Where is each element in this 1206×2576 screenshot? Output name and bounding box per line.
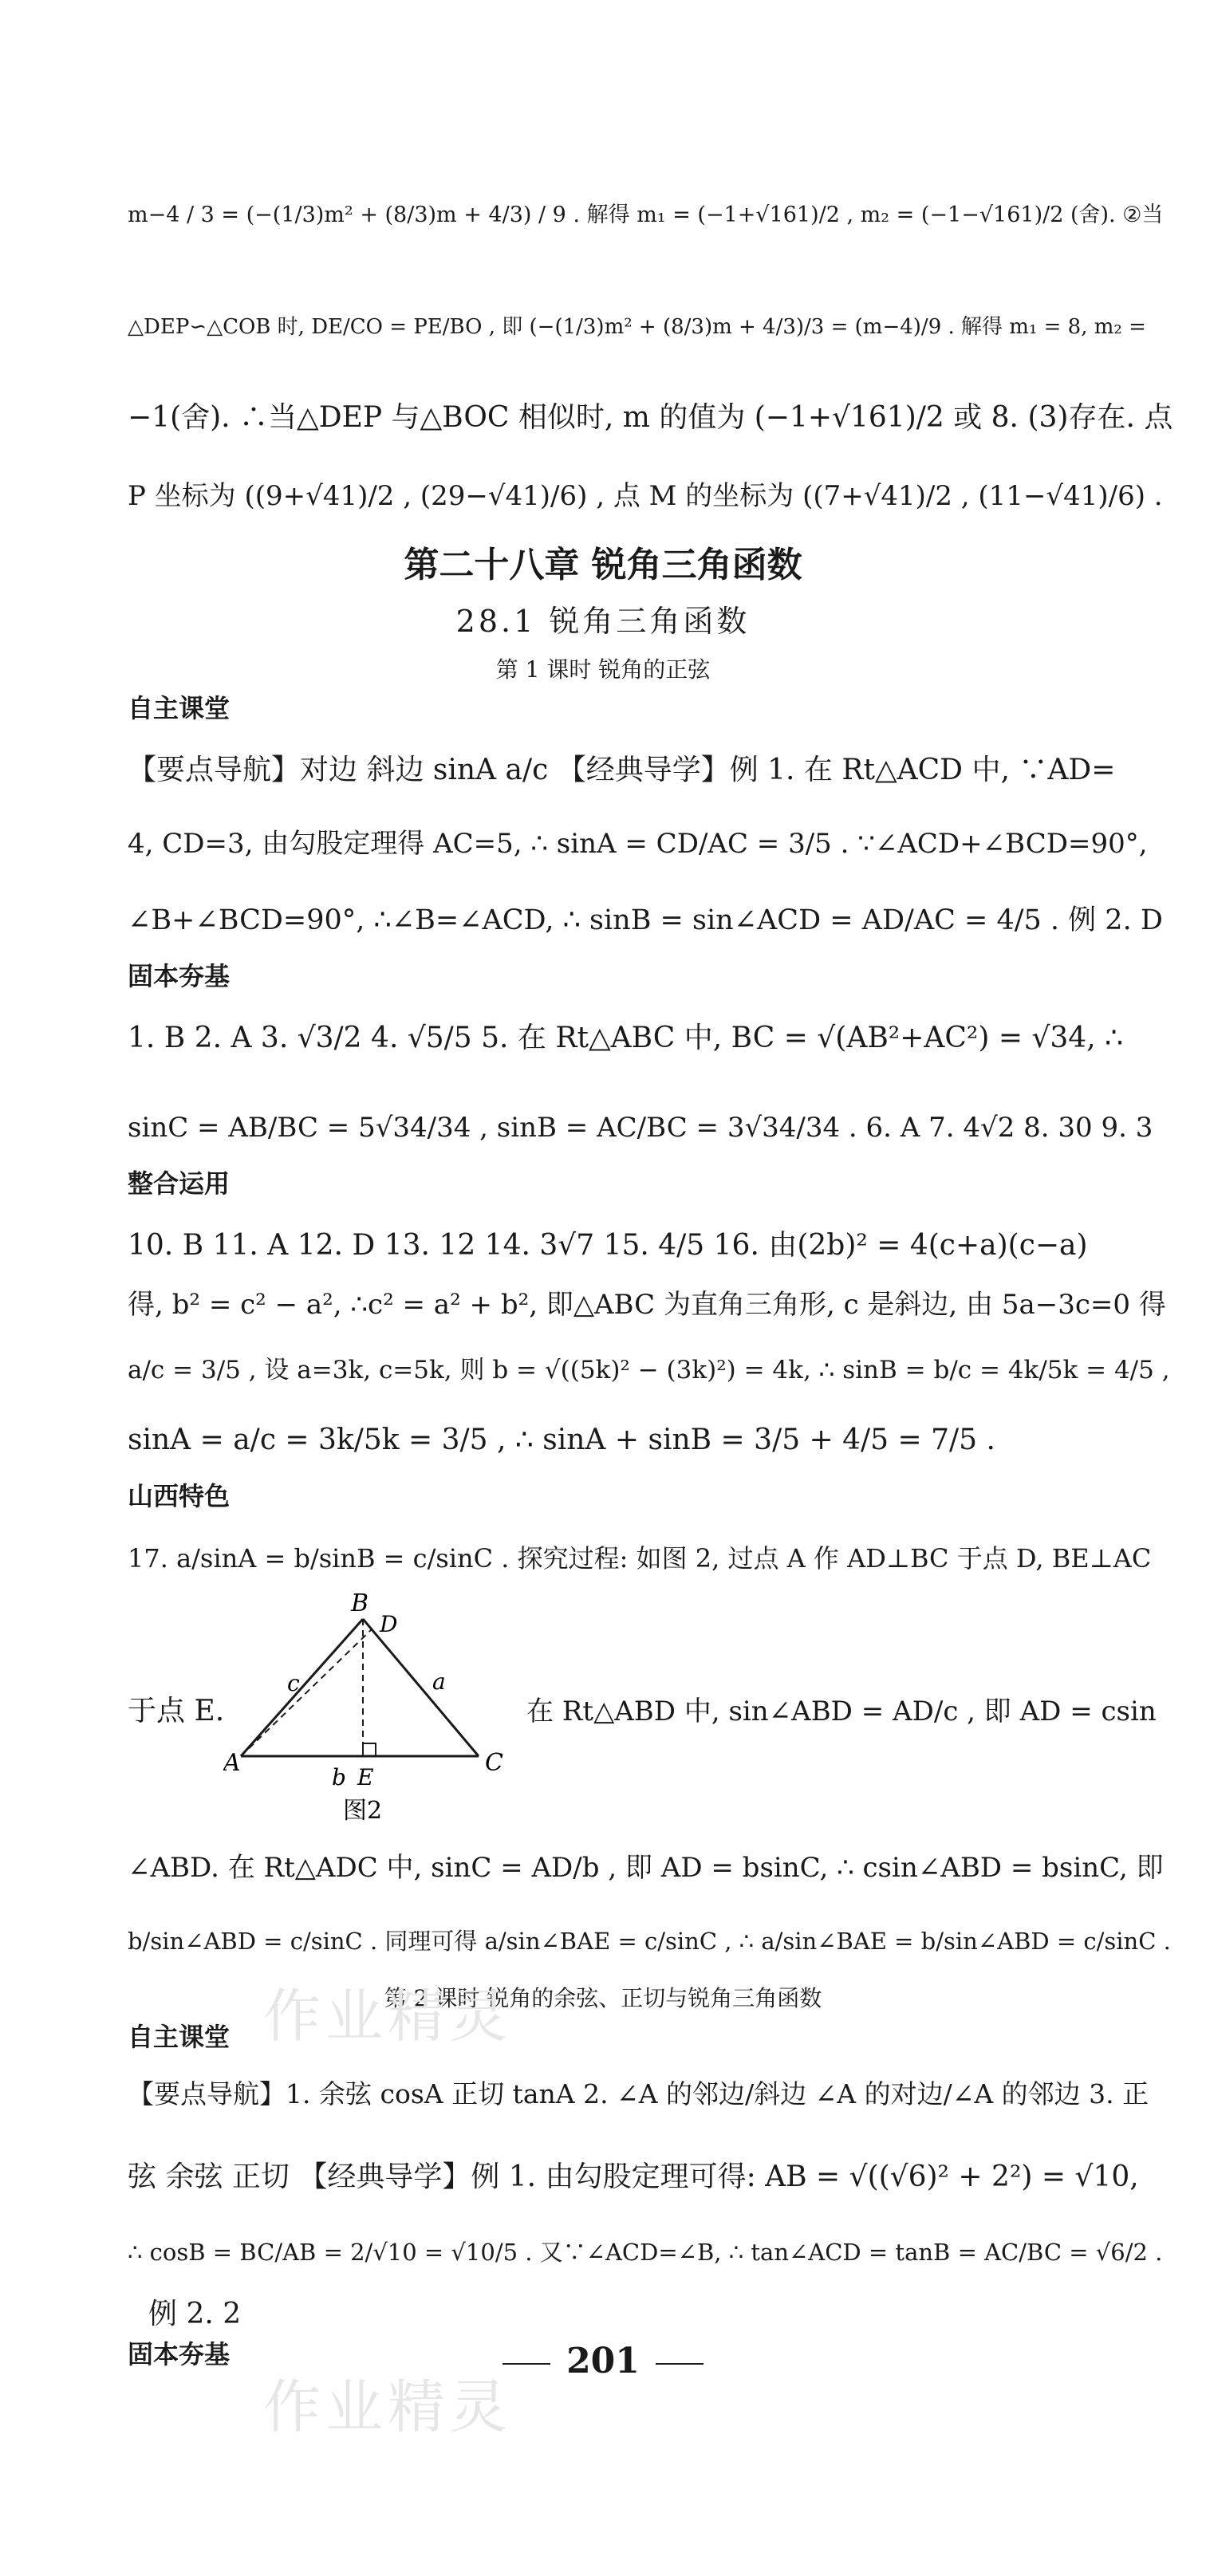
label-b: B [351, 1589, 369, 1617]
triangle-figure [223, 1587, 510, 1826]
math-text: 得, b² = c² − a², ∴c² = a² + b², 即△ABC 为直角三角形, c 是斜边, 由 5a−3c=0 得 [128, 1289, 1166, 1321]
math-text: 弦 余弦 正切 【经典导学】例 1. 由勾股定理可得: AB = √((√6)² + 2²) = √10, [128, 2160, 1139, 2193]
right-angle-mark [363, 1743, 376, 1756]
math-text: sinA = a/c = 3k/5k = 3/5 , ∴ sinA + sinB = 3/5 + 4/5 = 7/5 . [128, 1424, 995, 1456]
math-text: 在 Rt△ABD 中, sin∠ABD = AD/c , 即 AD = csin [526, 1696, 1157, 1727]
answer-line [128, 1110, 1153, 1145]
answer-line [128, 1850, 1164, 1885]
watermark: 作业精灵 [263, 2373, 513, 2440]
label-c: C [485, 1749, 503, 1777]
section-label: 整合运用 [128, 1168, 231, 1199]
answer-line [128, 2077, 1149, 2112]
answer-line [128, 753, 1115, 788]
answer-line [128, 1694, 224, 1729]
answer-line [128, 1021, 1123, 1056]
math-text: 于点 E. [128, 1695, 225, 1727]
math-text: m−4 / 3 = (−(1/3)m² + (8/3)m + 4/3) / 9 . 解得 m₁ = (−1+√161)/2 , m₂ = (−1−√161)/2 (舍). ②当 [128, 203, 1164, 227]
page-number [0, 2341, 1206, 2381]
lesson-title: 第 1 课时 锐角的正弦 [495, 656, 711, 683]
label-d: D [380, 1611, 398, 1637]
answer-line [526, 1694, 1157, 1729]
solution-line-1 [128, 198, 1163, 233]
page-number-text: 201 [566, 2341, 640, 2381]
side-ab [241, 1619, 363, 1756]
label-side-c: c [287, 1670, 300, 1696]
lesson-title: 第 2 课时 锐角的余弦、正切与锐角三角函数 [384, 1985, 822, 2011]
answer-line [128, 826, 1148, 861]
answer-line [128, 1287, 1166, 1322]
math-text: 1. B 2. A 3. √3/2 4. √5/5 5. 在 Rt△ABC 中, BC = √(AB²+AC²) = √34, ∴ [128, 1022, 1123, 1054]
solution-line-4 [128, 479, 1163, 514]
math-text: 10. B 11. A 12. D 13. 12 14. 3√7 15. 4/5 16. 由(2b)² = 4(c+a)(c−a) [128, 1229, 1088, 1262]
label-side-b: b [332, 1764, 346, 1790]
math-text: 【要点导航】1. 余弦 cosA 正切 tanA 2. ∠A 的邻边/斜边 ∠A 的对边/∠A 的邻边 3. 正 [128, 2078, 1149, 2109]
solution-line-3 [128, 400, 1172, 435]
figure-caption: 图2 [343, 1797, 383, 1825]
math-text: P 坐标为 ((9+√41)/2 , (29−√41)/6) , 点 M 的坐标为 ((7+√41)/2 , (11−√41)/6) . [128, 480, 1163, 512]
section-label: 山西特色 [128, 1481, 231, 1511]
solution-line-2 [128, 309, 1146, 345]
answer-line [128, 2160, 1139, 2195]
dash-left [503, 2363, 550, 2365]
watermark: 作业精灵 [263, 1983, 513, 2050]
math-text: ∠B+∠BCD=90°, ∴∠B=∠ACD, ∴ sinB = sin∠ACD = AD/AC = 4/5 . 例 2. D [128, 904, 1163, 936]
answer-line [128, 1423, 995, 1458]
dash-right [656, 2363, 704, 2365]
answer-line [128, 1228, 1088, 1263]
answer-line [128, 1353, 1170, 1388]
math-text: 例 2. 2 [148, 2298, 242, 2330]
label-side-a: a [432, 1668, 446, 1695]
section-label: 自主课堂 [128, 2022, 231, 2052]
math-text: 17. a/sinA = b/sinB = c/sinC . 探究过程: 如图 2, 过点 A 作 AD⊥BC 于点 D, BE⊥AC [128, 1543, 1152, 1574]
math-text: 【要点导航】对边 斜边 sinA a/c 【经典导学】例 1. 在 Rt△ACD 中, ∵AD= [128, 754, 1116, 786]
label-a: A [223, 1749, 241, 1777]
label-e: E [357, 1764, 374, 1790]
math-text: 4, CD=3, 由勾股定理得 AC=5, ∴ sinA = CD/AC = 3/5 . ∵∠ACD+∠BCD=90°, [128, 828, 1148, 860]
math-text: b/sin∠ABD = c/sinC . 同理可得 a/sin∠BAE = c/sinC , ∴ a/sin∠BAE = b/sin∠ABD = c/sinC . [128, 1928, 1171, 1955]
section-label: 固本夯基 [128, 961, 231, 991]
answer-line [148, 2297, 241, 2332]
section-label: 固本夯基 [128, 2339, 231, 2369]
math-text: −1(舍). ∴当△DEP 与△BOC 相似时, m 的值为 (−1+√161)/2 或 8. (3)存在. 点 [128, 401, 1173, 434]
math-text: △DEP∽△COB 时, DE/CO = PE/BO , 即 (−(1/3)m² + (8/3)m + 4/3)/3 = (m−4)/9 . 解得 m₁ = 8, m₂ = [128, 315, 1146, 339]
chapter-title: 第二十八章 锐角三角函数 [404, 545, 802, 585]
altitude-ad [241, 1629, 372, 1756]
answer-line [128, 903, 1163, 938]
answer-line [128, 1924, 1171, 1959]
math-text: ∴ cosB = BC/AB = 2/√10 = √10/5 . 又∵∠ACD=∠B, ∴ tan∠ACD = tanB = AC/BC = √6/2 . [128, 2239, 1163, 2266]
math-text: a/c = 3/5 , 设 a=3k, c=5k, 则 b = √((5k)² − (3k)²) = 4k, ∴ sinB = b/c = 4k/5k = 4/5 , [128, 1356, 1170, 1385]
answer-line [128, 2235, 1162, 2270]
section-title: 28.1 锐角三角函数 [455, 604, 751, 639]
section-label: 自主课堂 [128, 693, 231, 723]
answer-line [128, 1541, 1151, 1576]
side-bc [363, 1619, 479, 1756]
math-text: ∠ABD. 在 Rt△ADC 中, sinC = AD/b , 即 AD = bsinC, ∴ csin∠ABD = bsinC, 即 [128, 1852, 1164, 1884]
math-text: sinC = AB/BC = 5√34/34 , sinB = AC/BC = 3√34/34 . 6. A 7. 4√2 8. 30 9. 3 [128, 1112, 1153, 1144]
